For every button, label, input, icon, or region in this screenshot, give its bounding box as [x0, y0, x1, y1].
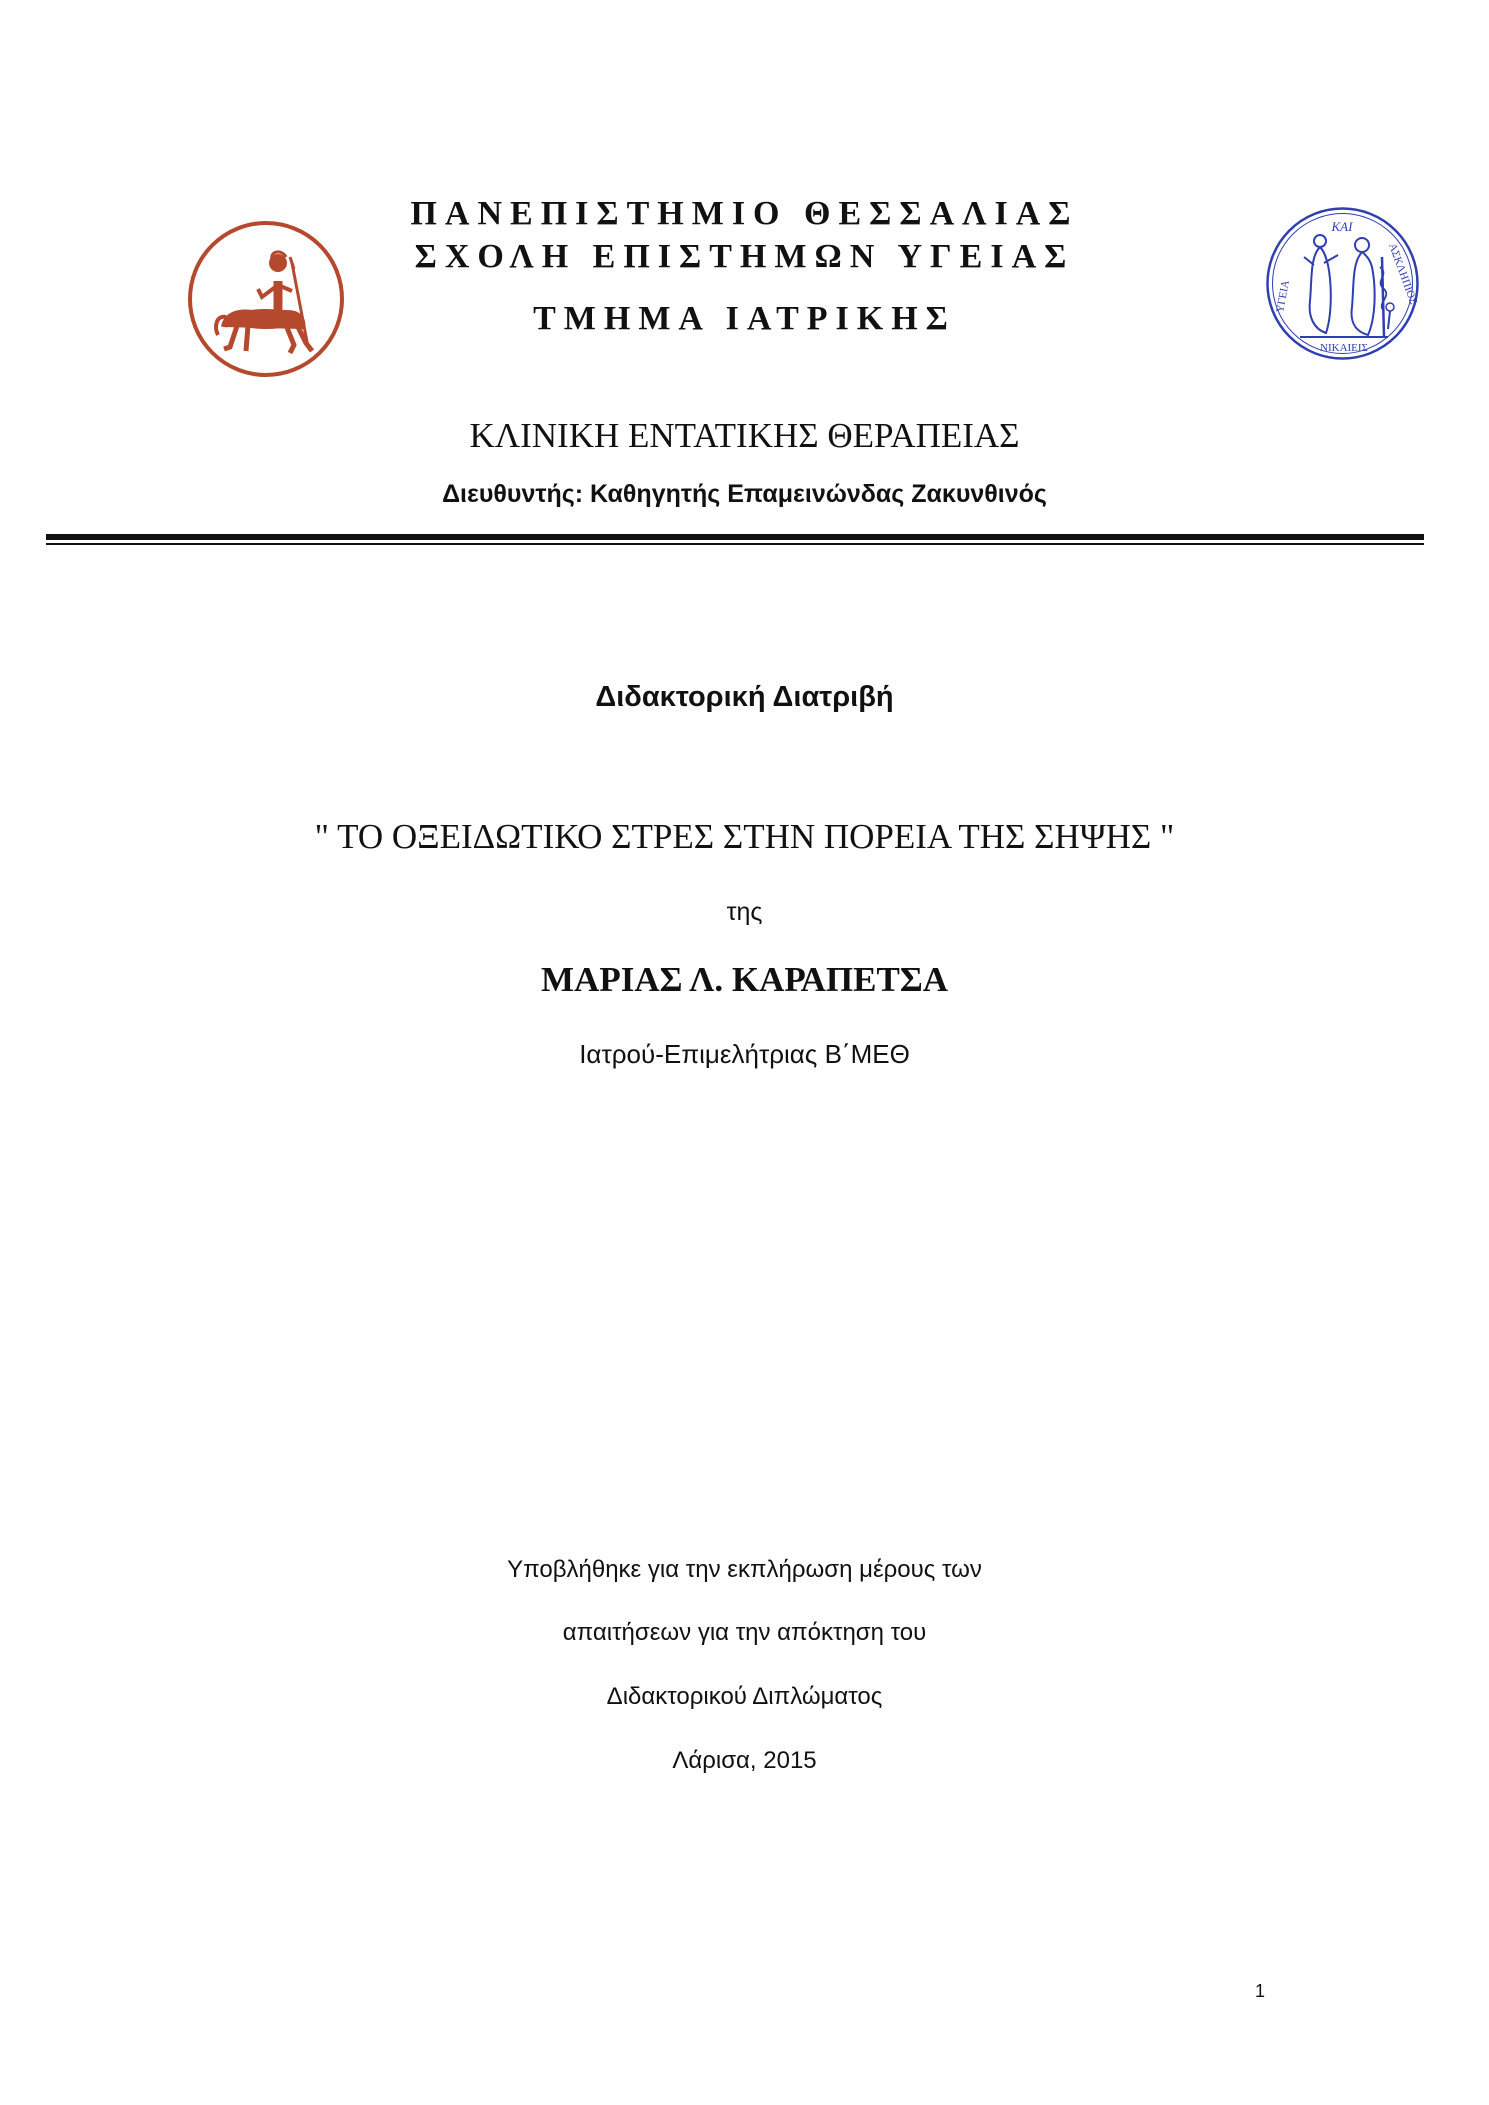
svg-text:ΚΑΙ: ΚΑΙ [1331, 219, 1353, 234]
page-number: 1 [1255, 1981, 1266, 2001]
thesis-title: " ΤΟ ΟΞΕΙΔΩΤΙΚΟ ΣΤΡΕΣ ΣΤΗΝ ΠΟΡΕΙΑ ΤΗΣ ΣΗΨΗΣ " [314, 817, 1175, 856]
by-label: της [726, 898, 763, 926]
director-line: Διευθυντής: Καθηγητής Επαμεινώνδας Ζακυνθινός [442, 480, 1047, 508]
submission-line-2: απαιτήσεων για την απόκτηση του [562, 1619, 927, 1646]
clinic-name: ΚΛΙΝΙΚΗ ΕΝΤΑΤΙΚΗΣ ΘΕΡΑΠΕΙΑΣ [469, 416, 1020, 455]
university-name: ΠΑΝΕΠΙΣΤΗΜΙΟ ΘΕΣΣΑΛΙΑΣ [410, 195, 1079, 232]
svg-text:ΥΓΕΙΑ: ΥΓΕΙΑ [1274, 279, 1292, 314]
header-divider [46, 534, 1424, 546]
submission-line-1: Υποβλήθηκε για την εκπλήρωση μέρους των [507, 1556, 982, 1583]
author-name: ΜΑΡΙΑΣ Λ. ΚΑΡΑΠΕΤΣΑ [541, 960, 948, 999]
place-date: Λάρισα, 2015 [672, 1747, 817, 1774]
department-name: ΤΜΗΜΑ ΙΑΤΡΙΚΗΣ [533, 300, 956, 337]
submission-line-3: Διδακτορικού Διπλώματος [606, 1683, 883, 1710]
school-name: ΣΧΟΛΗ ΕΠΙΣΤΗΜΩΝ ΥΓΕΙΑΣ [414, 238, 1075, 275]
author-position: Ιατρού-Επιμελήτριας Β΄ΜΕΘ [579, 1039, 910, 1069]
svg-text:ΑΣΚΛΗΠΙΟΣ: ΑΣΚΛΗΠΙΟΣ [1386, 241, 1420, 307]
svg-text:ΝΙΚΑΙΕΙΣ: ΝΙΚΑΙΕΙΣ [1320, 342, 1368, 354]
document-type: Διδακτορική Διατριβή [595, 681, 894, 713]
